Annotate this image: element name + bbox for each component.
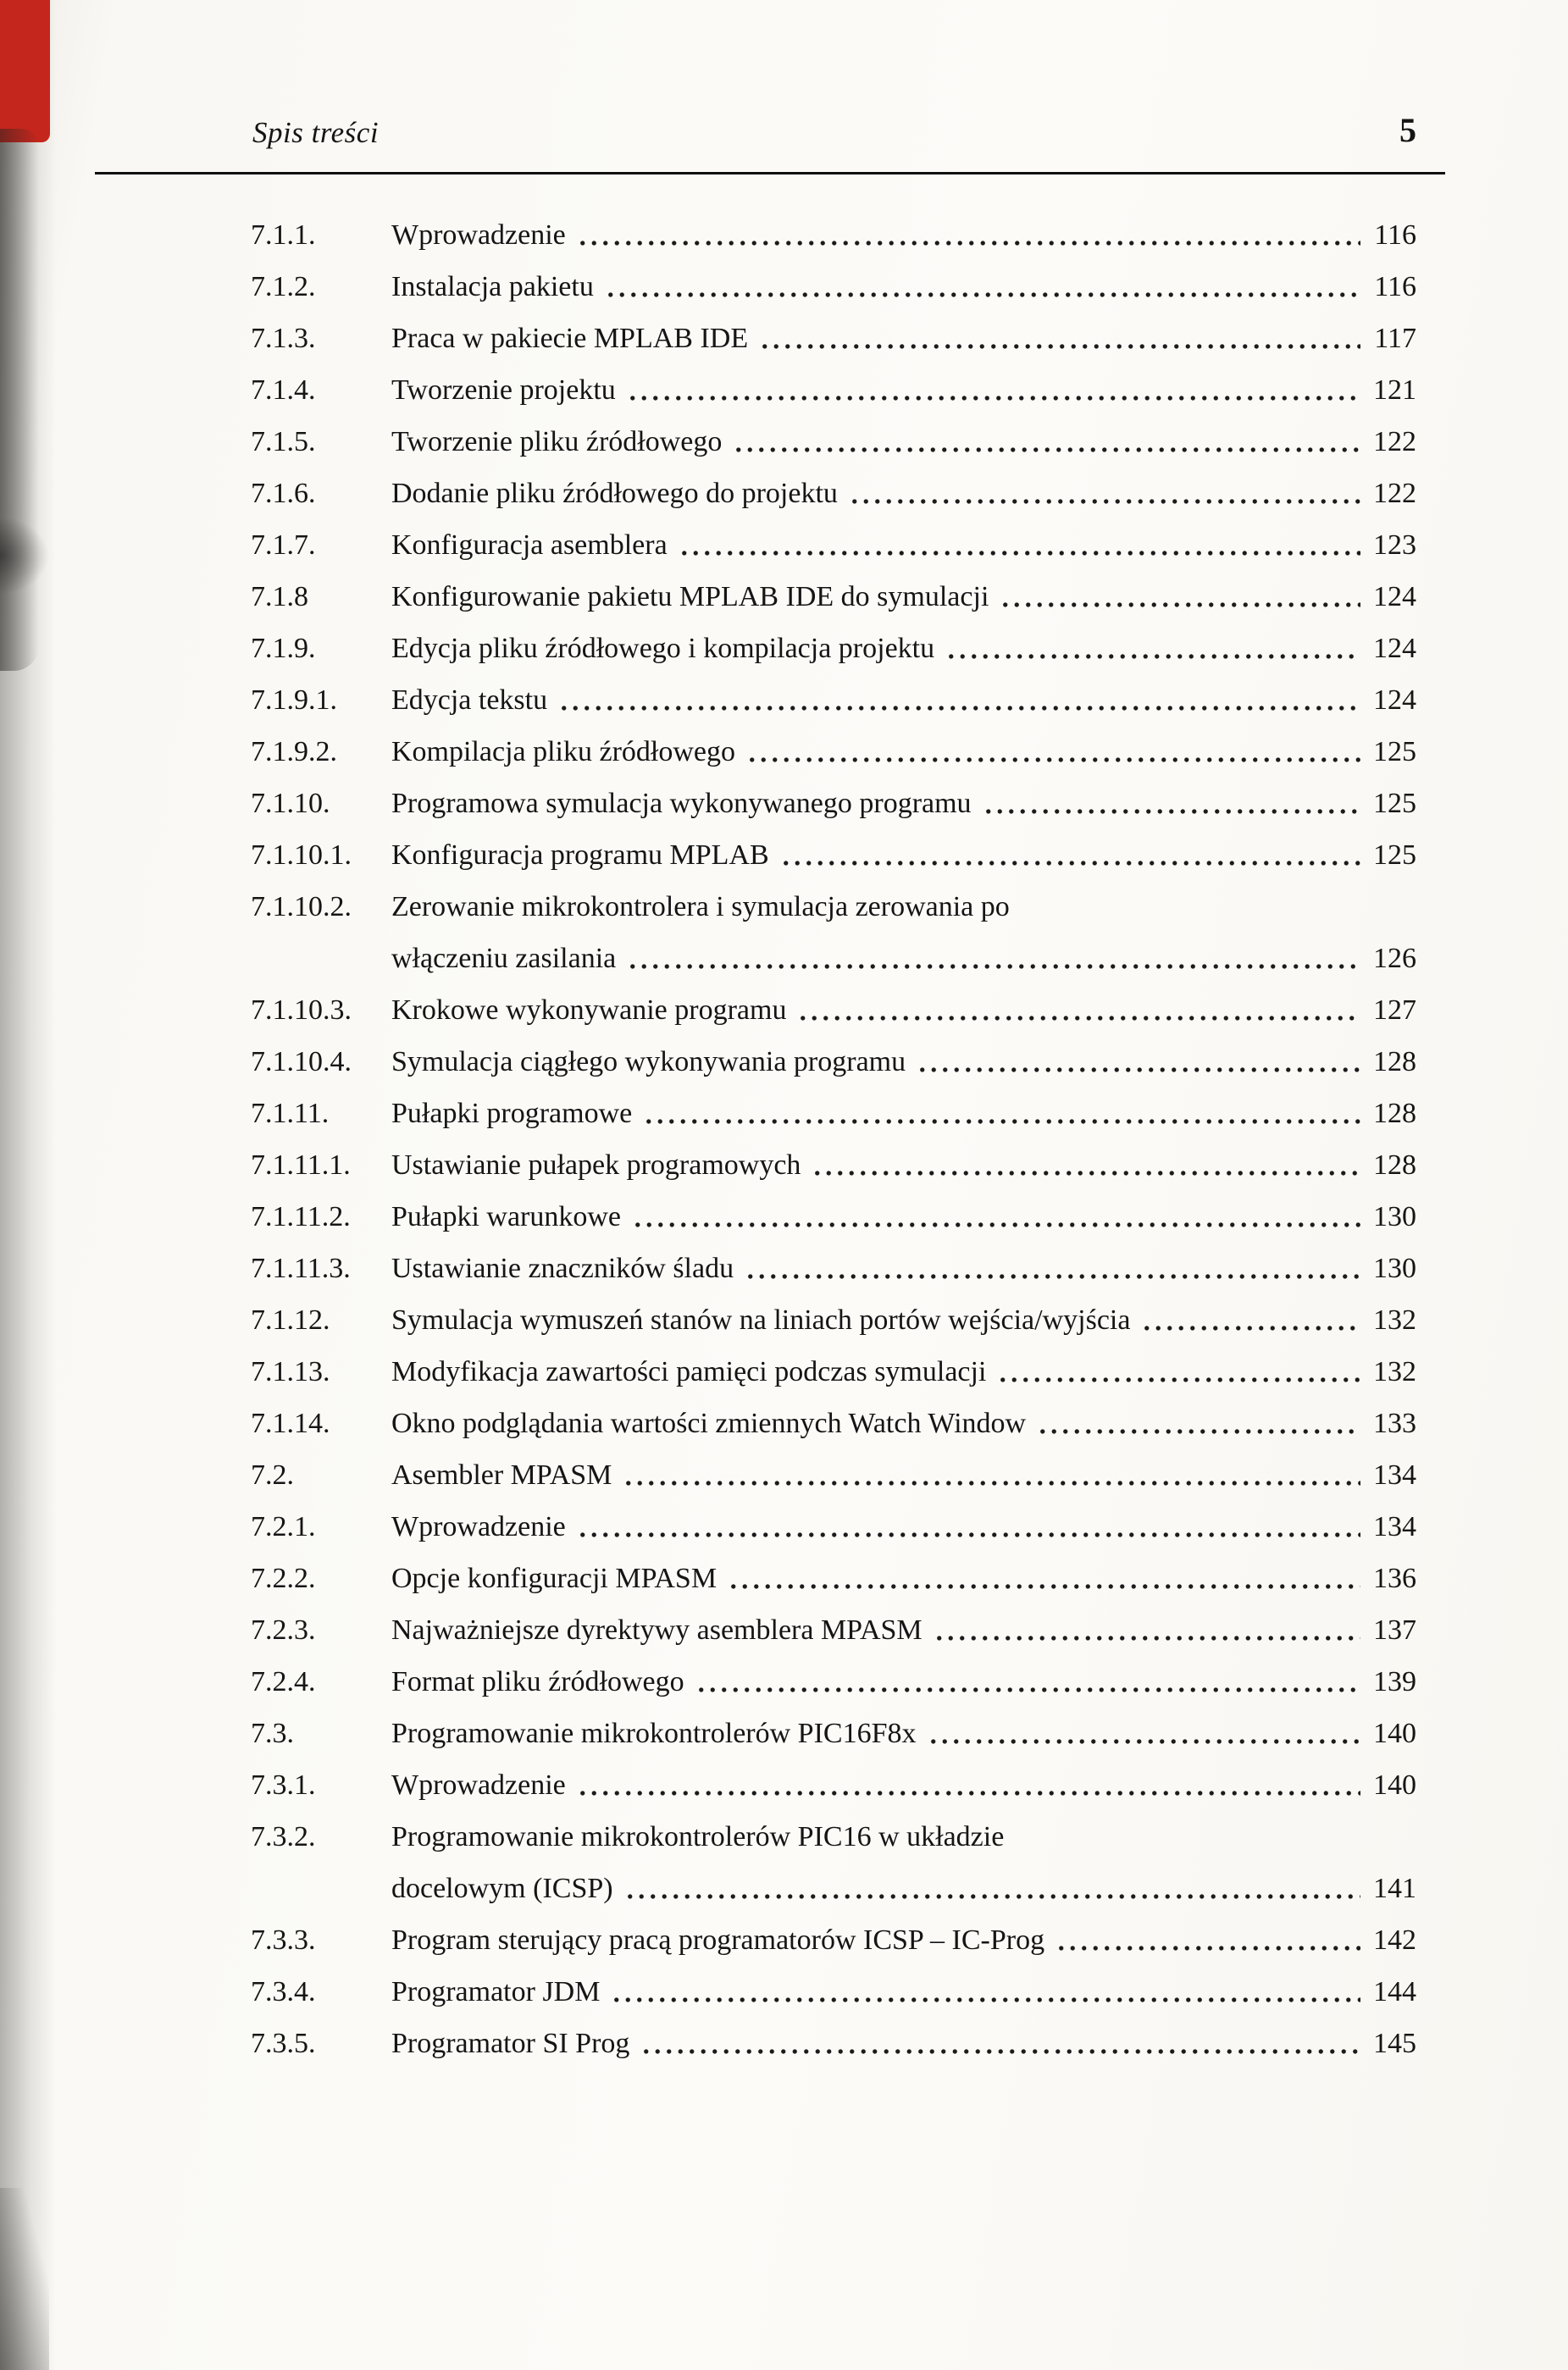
toc-row [251,313,1416,364]
toc-entry-page: 144 [1373,1976,1416,2007]
toc-entry-title: Krokowe wykonywanie programu [391,994,787,1026]
toc-row [251,984,1416,1036]
toc-dot-leader [745,1243,1360,1294]
toc-entry-number: 7.3.5. [251,2028,316,2059]
toc-row [251,674,1416,726]
toc-entry-page: 124 [1373,633,1416,664]
toc-entry-title: Edycja pliku źródłowego i kompilacja projektu [391,633,935,664]
toc-entry-title: Konfigurowanie pakietu MPLAB IDE do symulacji [391,581,989,612]
toc-row [251,1346,1416,1398]
toc-entry-number: 7.1.8 [251,581,308,612]
toc-entry-number: 7.1.10.1. [251,839,352,871]
toc-entry-page: 126 [1373,943,1416,974]
toc-entry-number: 7.1.4. [251,374,316,406]
toc-dot-leader [627,933,1360,984]
toc-entry-title: Programator SI Prog [391,2028,630,2059]
toc-row [251,1191,1416,1243]
toc-dot-leader [934,1604,1360,1656]
toc-entry-page: 124 [1373,684,1416,716]
toc-row [251,1553,1416,1604]
toc-entry-title: Ustawianie pułapek programowych [391,1149,801,1181]
toc-entry-page: 124 [1373,581,1416,612]
table-of-contents [251,209,1416,2069]
toc-row [251,1398,1416,1449]
toc-entry-title: Program sterujący pracą programatorów ICSP – IC-Prog [391,1924,1045,1956]
toc-row [251,1708,1416,1759]
toc-entry-title: Zerowanie mikrokontrolera i symulacja zerowania po [391,891,1010,922]
toc-dot-leader [679,519,1360,571]
toc-entry-number: 7.1.11.1. [251,1149,351,1181]
toc-entry-title: Symulacja ciągłego wykonywania programu [391,1046,906,1077]
toc-entry-title: Wprowadzenie [391,219,566,251]
toc-entry-page: 116 [1374,219,1416,251]
toc-entry-number: 7.1.14. [251,1408,330,1439]
toc-entry-page: 121 [1373,374,1416,406]
toc-dot-leader [632,1191,1360,1243]
toc-row [251,416,1416,468]
toc-dot-leader [623,1449,1360,1501]
toc-entry-title: Tworzenie projektu [391,374,616,406]
toc-row [251,1449,1416,1501]
toc-entry-page: 134 [1373,1511,1416,1542]
toc-dot-leader [611,1966,1360,2018]
toc-entry-number: 7.1.9. [251,633,316,664]
toc-entry-number: 7.3.4. [251,1976,316,2007]
toc-entry-page: 140 [1373,1718,1416,1749]
toc-entry-title: Modyfikacja zawartości pamięci podczas symulacji [391,1356,987,1387]
toc-row [251,519,1416,571]
toc-entry-page: 132 [1373,1356,1416,1387]
toc-dot-leader [577,209,1360,261]
toc-entry-number: 7.1.9.2. [251,736,337,767]
toc-row [251,1604,1416,1656]
toc-entry-title: Kompilacja pliku źródłowego [391,736,736,767]
toc-entry-page: 133 [1373,1408,1416,1439]
toc-row [251,1501,1416,1553]
toc-dot-leader [983,778,1360,829]
toc-entry-page: 125 [1373,839,1416,871]
toc-entry-title-continued: docelowym (ICSP) [391,1873,613,1904]
toc-entry-title: Symulacja wymuszeń stanów na liniach portów wejścia/wyjścia [391,1304,1131,1336]
toc-row [251,1036,1416,1088]
toc-entry-title: Format pliku źródłowego [391,1666,684,1697]
toc-entry-page: 145 [1373,2028,1416,2059]
toc-entry-page: 141 [1373,1873,1416,1904]
toc-dot-leader [728,1553,1360,1604]
toc-entry-page: 128 [1373,1046,1416,1077]
scan-shadow-notch [0,517,49,595]
toc-entry-page: 125 [1373,788,1416,819]
toc-row [251,1139,1416,1191]
toc-entry-page: 122 [1373,478,1416,509]
toc-dot-leader [1000,571,1360,623]
toc-dot-leader [917,1036,1360,1088]
toc-row [251,261,1416,313]
toc-entry-number: 7.3.1. [251,1769,316,1801]
toc-row [251,2018,1416,2069]
toc-entry-title: Opcje konfiguracji MPASM [391,1563,718,1594]
toc-entry-title: Najważniejsze dyrektywy asemblera MPASM [391,1614,923,1646]
toc-dot-leader [1037,1398,1360,1449]
toc-dot-leader [627,364,1360,416]
toc-entry-page: 132 [1373,1304,1416,1336]
toc-dot-leader [605,261,1360,313]
toc-entry-title: Okno podglądania wartości zmiennych Watch Window [391,1408,1027,1439]
toc-entry-number: 7.2.3. [251,1614,316,1646]
toc-row [251,1294,1416,1346]
toc-dot-leader [640,2018,1360,2069]
toc-dot-leader [1141,1294,1360,1346]
toc-entry-number: 7.1.10. [251,788,330,819]
toc-entry-page: 136 [1373,1563,1416,1594]
toc-entry-title: Ustawianie znaczników śladu [391,1253,734,1284]
toc-row [251,1759,1416,1811]
toc-entry-number: 7.1.10.2. [251,891,352,922]
toc-row [251,468,1416,519]
toc-entry-number: 7.2.1. [251,1511,316,1542]
toc-entry-number: 7.1.6. [251,478,316,509]
toc-entry-page: 140 [1373,1769,1416,1801]
toc-entry-page: 125 [1373,736,1416,767]
toc-row [251,1811,1416,1863]
toc-dot-leader [812,1139,1360,1191]
toc-dot-leader [1055,1914,1360,1966]
toc-entry-page: 116 [1374,271,1416,302]
toc-entry-title: Programowa symulacja wykonywanego programu [391,788,972,819]
toc-entry-page: 117 [1374,323,1416,354]
toc-entry-page: 122 [1373,426,1416,457]
toc-row [251,364,1416,416]
toc-row [251,726,1416,778]
toc-entry-number: 7.1.13. [251,1356,330,1387]
toc-row [251,1243,1416,1294]
toc-dot-leader [643,1088,1360,1139]
page-header-title: Spis treści [252,116,380,149]
toc-entry-title: Programowanie mikrokontrolerów PIC16F8x [391,1718,917,1749]
toc-entry-number: 7.1.10.4. [251,1046,352,1077]
toc-entry-title: Asembler MPASM [391,1459,612,1491]
scan-artifact-red-strip [0,0,50,142]
toc-entry-number: 7.3.3. [251,1924,316,1956]
toc-entry-title: Dodanie pliku źródłowego do projektu [391,478,838,509]
toc-dot-leader [746,726,1360,778]
toc-entry-number: 7.1.10.3. [251,994,352,1026]
toc-row [251,1914,1416,1966]
toc-entry-page: 139 [1373,1666,1416,1697]
toc-entry-page: 128 [1373,1098,1416,1129]
toc-entry-title: Programowanie mikrokontrolerów PIC16 w układzie [391,1821,1005,1852]
toc-entry-number: 7.3. [251,1718,294,1749]
toc-entry-number: 7.2.2. [251,1563,316,1594]
toc-entry-page: 134 [1373,1459,1416,1491]
toc-entry-number: 7.2.4. [251,1666,316,1697]
toc-entry-page: 128 [1373,1149,1416,1181]
toc-entry-page: 127 [1373,994,1416,1026]
toc-row [251,829,1416,881]
toc-row [251,571,1416,623]
toc-dot-leader [780,829,1360,881]
toc-entry-page: 142 [1373,1924,1416,1956]
toc-entry-number: 7.1.11. [251,1098,330,1129]
toc-dot-leader [759,313,1360,364]
toc-entry-number: 7.1.5. [251,426,316,457]
toc-dot-leader [577,1501,1360,1553]
toc-dot-leader [577,1759,1360,1811]
toc-entry-title: Tworzenie pliku źródłowego [391,426,723,457]
toc-dot-leader [928,1708,1361,1759]
toc-dot-leader [558,674,1360,726]
toc-row [251,1966,1416,2018]
header-rule [95,172,1445,174]
toc-entry-number: 7.1.12. [251,1304,330,1336]
toc-entry-page: 130 [1373,1201,1416,1232]
scan-shadow-bottom-left [0,2188,49,2370]
toc-entry-number: 7.1.1. [251,219,316,251]
toc-entry-page: 123 [1373,529,1416,561]
toc-entry-number: 7.1.3. [251,323,316,354]
toc-entry-number: 7.1.2. [251,271,316,302]
toc-entry-title: Pułapki warunkowe [391,1201,622,1232]
toc-row [251,1088,1416,1139]
toc-dot-leader [997,1346,1360,1398]
toc-entry-number: 7.3.2. [251,1821,316,1852]
toc-entry-title: Edycja tekstu [391,684,548,716]
toc-entry-number: 7.2. [251,1459,294,1491]
toc-dot-leader [624,1863,1360,1914]
toc-entry-title-continued: włączeniu zasilania [391,943,617,974]
toc-entry-title: Programator JDM [391,1976,601,2007]
toc-entry-number: 7.1.11.2. [251,1201,351,1232]
toc-entry-number: 7.1.9.1. [251,684,337,716]
toc-row-continuation [251,1863,1416,1914]
toc-row [251,778,1416,829]
toc-row [251,209,1416,261]
toc-dot-leader [695,1656,1360,1708]
toc-entry-title: Instalacja pakietu [391,271,594,302]
toc-entry-page: 130 [1373,1253,1416,1284]
toc-entry-title: Konfiguracja asemblera [391,529,668,561]
toc-row-continuation [251,933,1416,984]
toc-row [251,1656,1416,1708]
toc-entry-page: 137 [1373,1614,1416,1646]
toc-entry-title: Wprowadzenie [391,1511,566,1542]
toc-dot-leader [733,416,1360,468]
toc-entry-title: Konfiguracja programu MPLAB [391,839,769,871]
toc-entry-title: Praca w pakiecie MPLAB IDE [391,323,749,354]
toc-entry-title: Wprowadzenie [391,1769,566,1801]
toc-entry-title: Pułapki programowe [391,1098,633,1129]
toc-dot-leader [849,468,1360,519]
toc-row [251,881,1416,933]
toc-dot-leader [797,984,1360,1036]
toc-dot-leader [945,623,1360,674]
toc-row [251,623,1416,674]
toc-entry-number: 7.1.7. [251,529,316,561]
toc-entry-number: 7.1.11.3. [251,1253,351,1284]
running-head [252,110,1416,150]
page-number: 5 [1399,111,1416,149]
